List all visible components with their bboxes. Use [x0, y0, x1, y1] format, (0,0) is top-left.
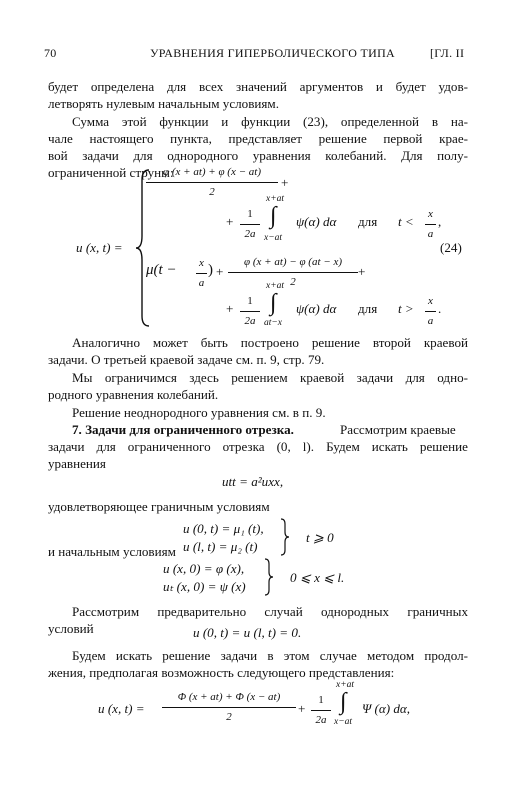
plus-sign: + — [281, 175, 289, 190]
paragraph-line: Будем искать решение задачи в этом случае методом продол- — [72, 648, 468, 663]
equation-number: (24) — [440, 240, 462, 255]
integral-sign-icon: ∫ — [340, 689, 347, 715]
fraction-denominator: a — [198, 277, 205, 289]
boundary-condition-2: u (l, t) = μ₂ (t) — [183, 539, 258, 554]
integral-upper-limit: x+at — [266, 281, 285, 291]
paragraph-line: Аналогично может быть построено решение второй краевой — [72, 335, 468, 350]
chapter-ref: [ГЛ. II — [430, 46, 465, 60]
fraction-denominator: a — [427, 228, 434, 240]
paragraph-line: ограниченной струны: — [48, 165, 174, 180]
integrand: ψ(α) dα — [296, 301, 337, 316]
plus-sign: + — [226, 214, 234, 229]
section-title: 7. Задачи для ограниченного отрезка. — [72, 422, 294, 437]
x-over-a — [196, 255, 207, 292]
paragraph-line: вой задачи для однородного уравнения колебаний. Для полу- — [48, 148, 468, 163]
integrand: Ψ (α) dα, — [362, 701, 411, 716]
fraction-numerator: 1 — [247, 295, 253, 307]
fraction-numerator: φ (x + at) + φ (x − at) — [163, 166, 261, 178]
fraction-numerator: x — [428, 295, 433, 307]
paragraph-line: уравнения — [48, 456, 106, 471]
fraction-denominator: 2a — [244, 228, 256, 240]
condition-word: для — [358, 301, 378, 316]
right-brace-icon — [264, 558, 274, 596]
paragraph-line: жения, предполагая возможность следующего представления: — [48, 665, 395, 680]
fraction-denominator: a — [427, 315, 434, 327]
paragraph-line: Рассмотрим краевые — [340, 422, 456, 437]
fraction-denominator: 2a — [315, 714, 327, 726]
paragraph-line: Решение неоднородного уравнения см. в п. 9. — [72, 405, 326, 420]
paragraph-line: условий — [48, 621, 94, 636]
mu-term: μ(t − — [146, 262, 177, 278]
eq24-case1-fraction — [146, 164, 278, 201]
paragraph-line: Мы ограничимся здесь решением краевой задачи для одно- — [72, 370, 468, 385]
initial-condition-2: uₜ (x, 0) = ψ (x) — [163, 579, 246, 594]
fraction-denominator: 2a — [244, 315, 256, 327]
paragraph-line: летворять нулевым начальным условиям. — [48, 96, 279, 111]
integrand: ψ(α) dα — [296, 214, 337, 229]
integral-sign-icon: ∫ — [270, 290, 277, 316]
integral-lower-limit: at−x — [264, 318, 283, 328]
fraction-numerator: 1 — [318, 694, 324, 706]
fraction-numerator: Φ (x + at) + Φ (x − at) — [177, 691, 281, 703]
period: . — [438, 301, 442, 316]
paragraph-line: чале настоящего пункта, представляет решение первой крае- — [48, 131, 468, 146]
fraction-numerator: x — [199, 257, 204, 269]
one-over-2a — [311, 692, 331, 729]
paragraph-line: задачи для ограниченного отрезка (0, l). Будем искать решение — [48, 439, 468, 454]
eq-last-fraction — [162, 689, 296, 726]
homogeneous-bc: u (0, t) = u (l, t) = 0. — [193, 625, 302, 640]
x-over-a — [425, 293, 436, 330]
plus-sign: + — [358, 264, 366, 279]
paragraph-line: будет определена для всех значений аргументов и будет удов- — [48, 79, 468, 94]
fraction-denominator: 2 — [226, 711, 232, 723]
plus-sign: + — [226, 301, 234, 316]
integral-lower-limit: x−at — [334, 717, 353, 727]
boundary-condition-1: u (0, t) = μ₁ (t), — [183, 521, 264, 536]
integral-upper-limit: x+at — [336, 680, 355, 690]
fraction-numerator: x — [428, 208, 433, 220]
space-condition: 0 ⩽ x ⩽ l. — [290, 570, 345, 585]
right-brace-icon — [280, 518, 290, 556]
one-over-2a — [240, 206, 260, 243]
fraction-numerator: φ (x + at) − φ (at − x) — [244, 256, 342, 268]
condition-word: для — [358, 214, 378, 229]
eq24-lhs: u (x, t) = — [76, 240, 123, 255]
fraction-numerator: 1 — [247, 208, 253, 220]
eq24-case2-fraction — [228, 254, 358, 291]
integral-lower-limit: x−at — [264, 233, 283, 243]
paragraph-line: родного уравнения колебаний. — [48, 387, 219, 402]
integral-upper-limit: x+at — [266, 194, 285, 204]
integral-sign-icon: ∫ — [270, 203, 277, 229]
paragraph-line: Рассмотрим предварительно случай однородных граничных — [72, 604, 468, 619]
paragraph-line: Сумма этой функции и функции (23), определенной в на- — [72, 114, 468, 129]
x-over-a — [425, 206, 436, 243]
condition-1: t < — [398, 214, 414, 229]
comma: , — [438, 214, 442, 229]
condition-2: t > — [398, 301, 414, 316]
one-over-2a — [240, 293, 260, 330]
time-condition: t ⩾ 0 — [306, 530, 334, 545]
eq-last-lhs: u (x, t) = — [98, 701, 145, 716]
initial-condition-1: u (x, 0) = φ (x), — [163, 561, 245, 576]
paragraph-line: задачи. О третьей краевой задаче см. п. 9, стр. 79. — [48, 352, 325, 367]
page-number: 70 — [44, 46, 57, 60]
plus-sign: + — [216, 264, 224, 279]
fraction-denominator: 2 — [209, 186, 215, 198]
paragraph-line: удовлетворяющее граничным условиям — [48, 499, 270, 514]
wave-equation: utt = a²uxx, — [222, 474, 284, 489]
plus-sign: + — [298, 701, 306, 716]
mu-close: ) — [208, 262, 213, 278]
running-title: УРАВНЕНИЯ ГИПЕРБОЛИЧЕСКОГО ТИПА — [150, 46, 396, 60]
paragraph-line: и начальным условиям — [48, 544, 176, 559]
fraction-denominator: 2 — [290, 276, 296, 288]
